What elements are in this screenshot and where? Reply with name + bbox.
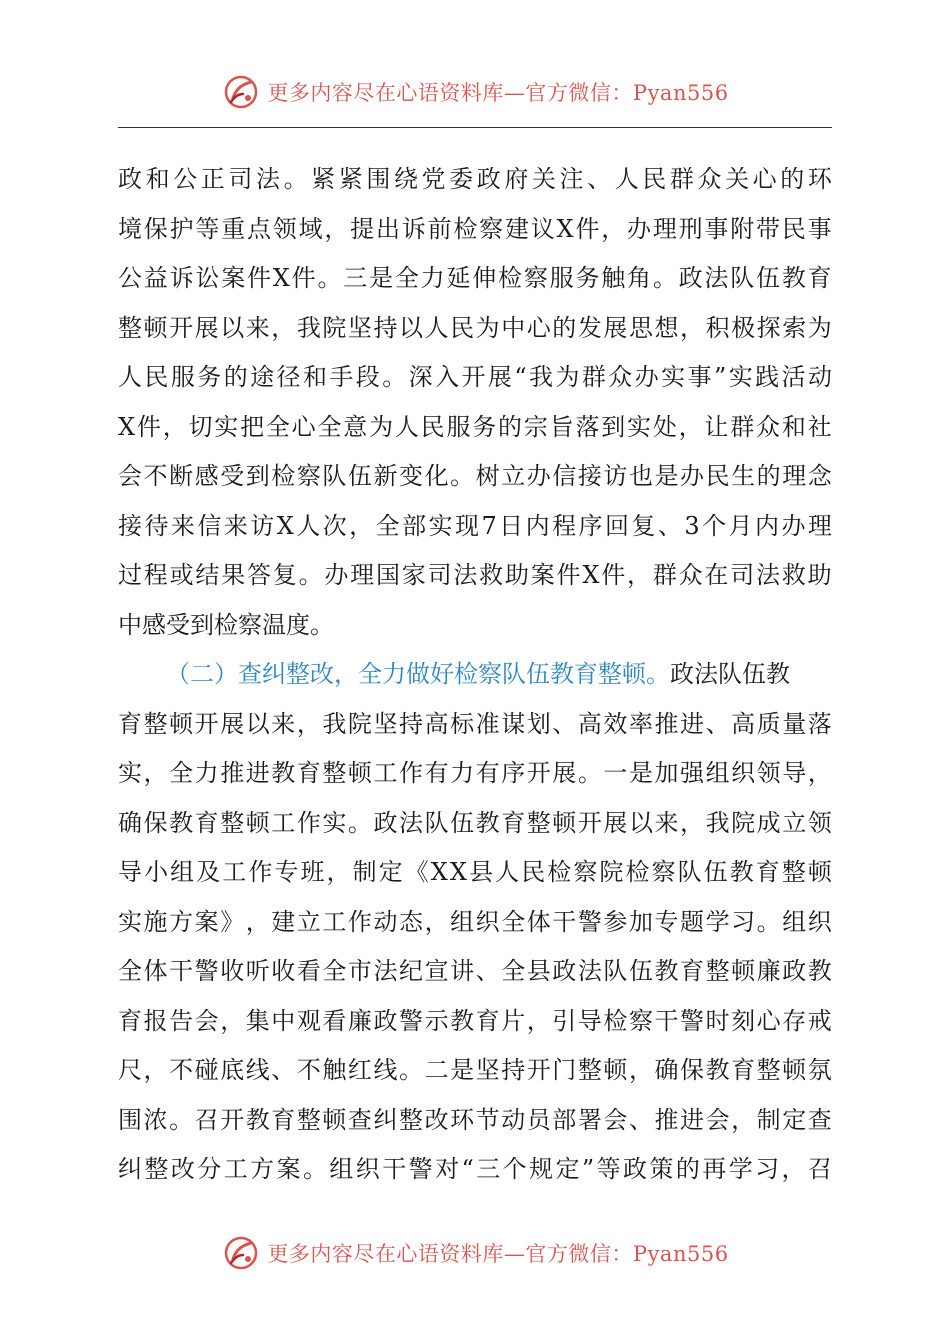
document-body bbox=[118, 155, 832, 1195]
body-line: 政 和 公 正 司 法 。 紧 紧 围 绕 党 委 政 府 关 注 、 人 民 群 众 关 心 的 环 bbox=[118, 165, 832, 193]
body-line: 过 程 或 结 果 答 复 。 办 理 国 家 司 法 救 助 案 件 X 件 ， 群 众 在 司 法 救 助 bbox=[118, 561, 832, 589]
body-line: 实 ， 全 力 推 进 教 育 整 顿 工 作 有 力 有 序 开 展 。 一 是 加 强 组 织 领 导 ， bbox=[118, 759, 832, 787]
body-line: 确 保 教 育 整 顿 工 作 实 。 政 法 队 伍 教 育 整 顿 开 展 以 来 ， 我 院 成 立 领 bbox=[118, 808, 832, 837]
body-line: 全 体 干 警 收 听 收 看 全 市 法 纪 宣 讲 、 全 县 政 法 队 伍 教 育 整 顿 廉 政 教 bbox=[118, 957, 832, 985]
body-line: 中感受到检察温度。 bbox=[118, 610, 334, 639]
section-heading-tail: 政法队伍教 bbox=[670, 660, 790, 688]
red-circle-logo-icon bbox=[221, 72, 261, 112]
body-line: 人 民 服 务 的 途 径 和 手 段 。 深 入 开 展 “ 我 为 群 众 办 实 事 ” 实 践 活 动 bbox=[118, 363, 832, 391]
section-heading-line bbox=[118, 650, 832, 700]
body-line: 接 待 来 信 来 访 X 人 次 ， 全 部 实 现 7 日 内 程 序 回 复 、 3 个 月 内 办 理 bbox=[118, 511, 832, 540]
body-line: 纠 整 改 分 工 方 案 。 组 织 干 警 对 “ 三 个 规 定 ” 等 政 策 的 再 学 习 ， 召 bbox=[118, 1155, 832, 1183]
body-line: 会 不 断 感 受 到 检 察 队 伍 新 变 化 。 树 立 办 信 接 访 也 是 办 民 生 的 理 念 bbox=[118, 462, 832, 490]
section-heading: （二）查纠整改，全力做好检察队伍教育整顿。 bbox=[166, 660, 670, 688]
body-line: 育 报 告 会 ， 集 中 观 看 廉 政 警 示 教 育 片 ， 引 导 检 察 干 警 时 刻 心 存 戒 bbox=[118, 1006, 832, 1035]
body-line: 围 浓 。 召 开 教 育 整 顿 查 纠 整 改 环 节 动 员 部 署 会 、 推 进 会 ， 制 定 查 bbox=[118, 1105, 832, 1134]
body-line: X 件 ， 切 实 把 全 心 全 意 为 人 民 服 务 的 宗 旨 落 到 实 处 ， 让 群 众 和 社 bbox=[118, 412, 832, 441]
body-line: 整 顿 开 展 以 来 ， 我 院 坚 持 以 人 民 为 中 心 的 发 展 思 想 ， 积 极 探 索 为 bbox=[118, 313, 832, 342]
body-line: 公 益 诉 讼 案 件 X 件 。 三 是 全 力 延 伸 检 察 服 务 触 角 。 政 法 队 伍 教 育 bbox=[118, 264, 832, 292]
header-watermark bbox=[0, 70, 950, 114]
footer-watermark-text: 更多内容尽在心语资料库—官方微信：Pyan556 bbox=[267, 1242, 729, 1266]
header-watermark-text: 更多内容尽在心语资料库—官方微信：Pyan556 bbox=[267, 81, 729, 105]
body-line: 尺 ， 不 碰 底 线 、 不 触 红 线 。 二 是 坚 持 开 门 整 顿 ， 确 保 教 育 整 顿 氛 bbox=[118, 1056, 832, 1084]
header-divider bbox=[118, 127, 832, 128]
red-circle-logo-icon bbox=[221, 1233, 261, 1273]
body-line: 实 施 方 案 》 ， 建 立 工 作 动 态 ， 组 织 全 体 干 警 参 加 专 题 学 习 。 组 织 bbox=[118, 907, 832, 936]
body-line: 导 小 组 及 工 作 专 班 ， 制 定 《 X X 县 人 民 检 察 院 检 察 队 伍 教 育 整 顿 bbox=[118, 858, 832, 886]
body-line: 育 整 顿 开 展 以 来 ， 我 院 坚 持 高 标 准 谋 划 、 高 效 率 推 进 、 高 质 量 落 bbox=[118, 709, 832, 738]
footer-watermark bbox=[0, 1231, 950, 1275]
body-line: 境 保 护 等 重 点 领 域 ， 提 出 诉 前 检 察 建 议 X 件 ， 办 理 刑 事 附 带 民 事 bbox=[118, 214, 832, 243]
